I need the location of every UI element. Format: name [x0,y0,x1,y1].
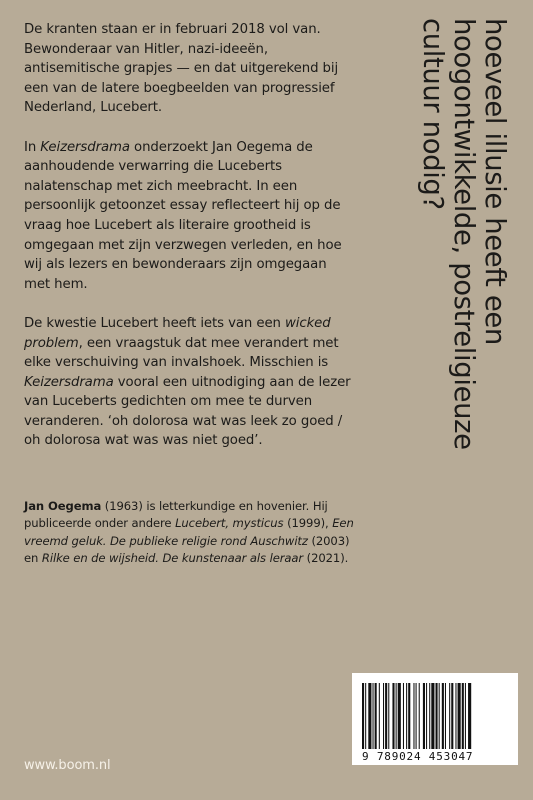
author-name: Jan Oegema [24,499,102,513]
blurb-p3-text-c: vooral een uitnodiging aan de lezer van Luceberts gedichten om mee te durven veranderen. ‘oh dolorosa wat was leek zo goed / oh dolorosa wat was was niet goed’. [24,374,351,449]
isbn-number: 9 789024 453047 [362,750,474,763]
bio-work-1: Lucebert, mysticus [175,516,284,531]
blurb-paragraph-1: De kranten staan er in februari 2018 vol van. Bewonderaar van Hitler, nazi-ideeën, antisemitische grapjes — en dat uitgerekend bij een van de latere boegbeelden van progressief Nederland, Lucebert. [24,22,339,116]
term-wicked-problem: wicked problem [24,315,331,351]
book-title: Keizersdrama [24,374,114,390]
blurb-p3-text-b: , een vraagstuk dat mee verandert met elke verschuiving van invalshoek. Misschien is [24,335,339,371]
rotated-quote [417,18,510,496]
blurb-paragraph-3 [24,314,356,451]
isbn-barcode [352,673,518,765]
blurb-p2-text-b: onderzoekt Jan Oegema de aanhoudende verwarring die Luceberts nalatenschap met zich meebracht. In een persoonlijk getoonzet essay reflecteert hij op de vraag hoe Lucebert als literaire grootheid is omgegaan met zijn verzwegen verleden, en hoe wij als lezers en bewonderaars zijn omgegaan met hem. [24,139,342,292]
quote-line-2: hoogontwikkelde, postreligieuze [448,18,480,450]
publisher-website[interactable]: www.boom.nl [24,758,111,773]
book-title: Keizersdrama [40,139,130,155]
bio-text-2: (1999), [283,516,333,531]
author-bio [24,498,356,568]
quote-line-1: hoeveel illusie heeft een [479,18,511,345]
quote-line-3: cultuur nodig? [417,18,449,210]
bio-text-4: (2021). [303,551,349,566]
bio-work-2: Een vreemd geluk. De publieke religie rond Auschwitz [24,516,354,548]
blurb-p2-text-a: In [24,139,41,155]
blurb-paragraph-2 [24,138,356,295]
back-cover-blurb [24,20,356,471]
bio-text-3: (2003) en [24,533,350,566]
barcode-icon [362,683,508,749]
blurb-p3-text-a: De kwestie Lucebert heeft iets van een [24,315,285,331]
bio-text-1: (1963) is letterkundige en hovenier. Hij publiceerde onder andere [24,499,328,531]
bio-work-3: Rilke en de wijsheid. De kunstenaar als leraar [41,551,304,566]
